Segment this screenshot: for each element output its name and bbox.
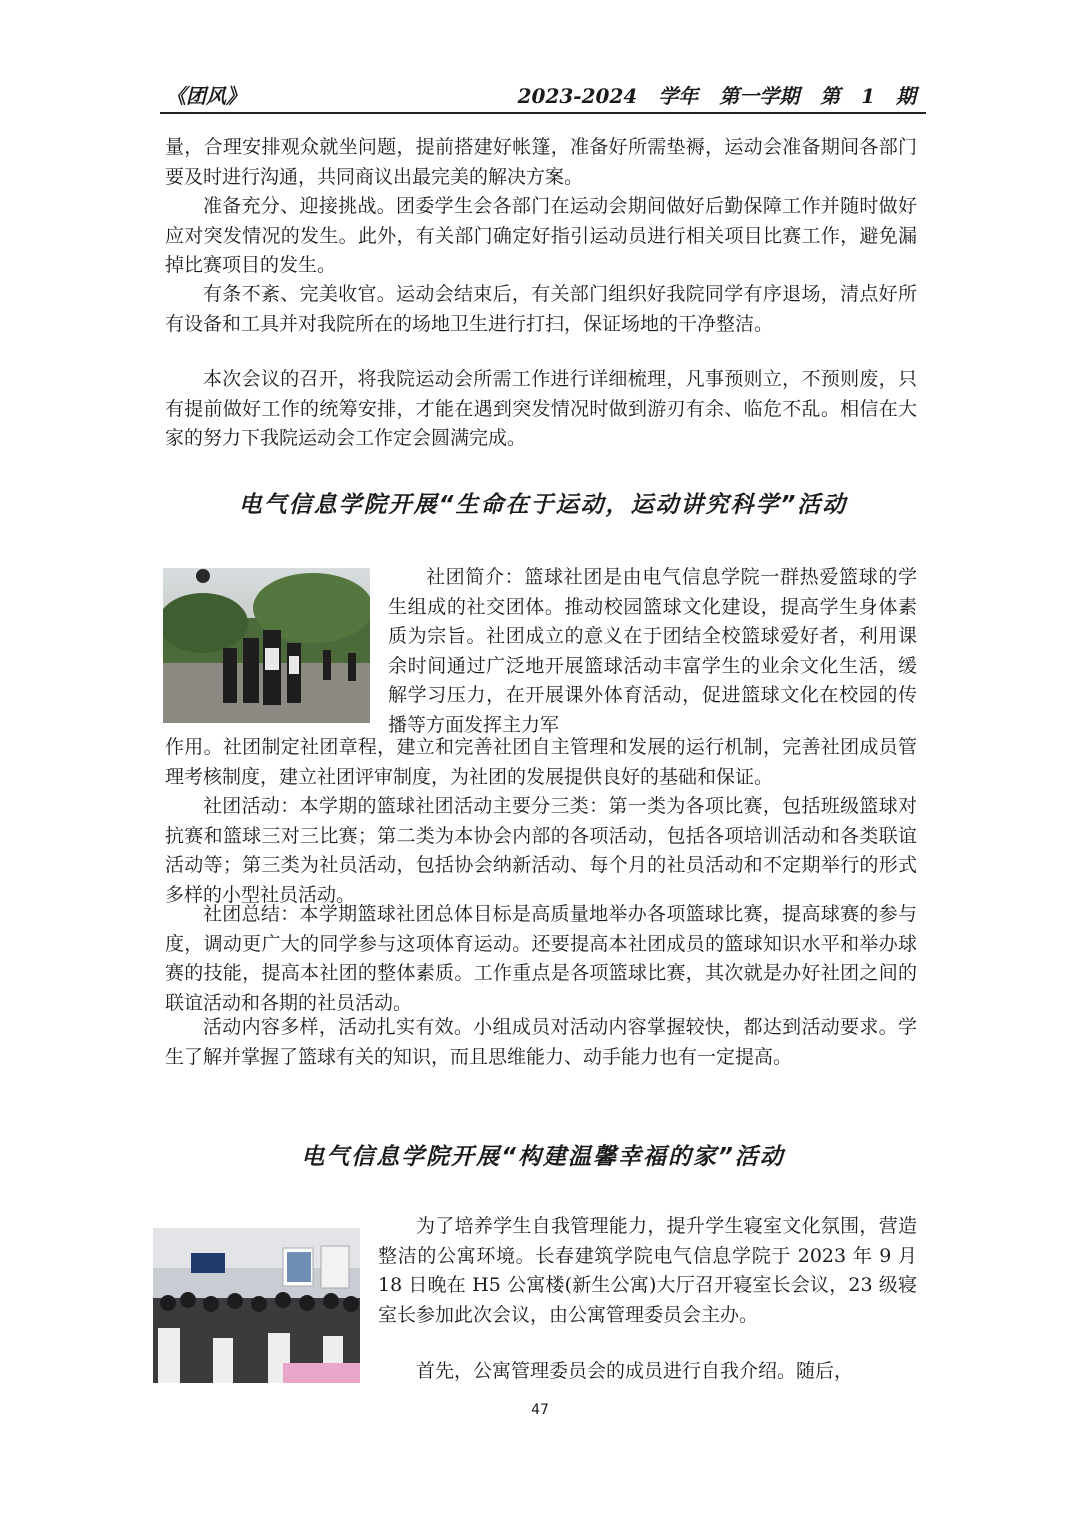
- article-1-paragraph-1-continued: 作用。社团制定社团章程，建立和完善社团自主管理和发展的运行机制，完善社团成员管理考核制度，建立社团评审制度，为社团的发展提供良好的基础和保证。: [165, 736, 917, 788]
- journal-title: 《团风》: [166, 84, 246, 108]
- article-2-paragraph-1: 为了培养学生自我管理能力，提升学生寝室文化氛围，营造整洁的公寓环境。长春建筑学院电气信息学院于 2023 年 9 月 18 日晚在 H5 公寓楼(新生公寓)大厅召开寝室长会议，23 级寝室长参加此次会议，由公寓管理委员会主办。: [378, 1215, 917, 1326]
- basketball-photo: [163, 568, 370, 723]
- basketball-photo-image: [163, 568, 370, 723]
- article-2-title: 电气信息学院开展“构建温馨幸福的家”活动: [301, 1144, 785, 1170]
- article-1-paragraph-4: 活动内容多样，活动扎实有效。小组成员对活动内容掌握较快，都达到活动要求。学生了解并掌握了篮球有关的知识，而且思维能力、动手能力也有一定提高。: [165, 1016, 917, 1068]
- intro-paragraph-1: 量，合理安排观众就坐问题，提前搭建好帐篷，准备好所需垫褥，运动会准备期间各部门要及时进行沟通，共同商议出最完美的解决方案。: [165, 136, 917, 188]
- article-1-paragraph-2: 社团活动：本学期的篮球社团活动主要分三类：第一类为各项比赛，包括班级篮球对抗赛和篮球三对三比赛；第二类为本协会内部的各项活动，包括各项培训活动和各类联谊活动等；第三类为社员活动，包括协会纳新活动、每个月的社员活动和不定期举行的形式多样的小型社员活动。: [165, 795, 917, 906]
- intro-paragraph-3: 有条不紊、完美收官。运动会结束后，有关部门组织好我院同学有序退场，清点好所有设备和工具并对我院所在的场地卫生进行打扫，保证场地的干净整洁。: [165, 283, 917, 335]
- article-1-paragraph-1: 社团简介：篮球社团是由电气信息学院一群热爱篮球的学生组成的社交团体。推动校园篮球文化建设，提高学生身体素质为宗旨。社团成立的意义在于团结全校篮球爱好者，利用课余时间通过广泛地开展篮球活动丰富学生的业余文化生活，缓解学习压力，在开展课外体育活动，促进篮球文化在校园的传播等方面发挥主力军: [388, 566, 917, 736]
- dormitory-meeting-photo-image: [153, 1228, 360, 1383]
- page-header: [160, 78, 926, 114]
- page-number: 47: [531, 1402, 549, 1418]
- issue-info: 2023-2024 学年 第一学期 第 1 期: [517, 84, 916, 108]
- dormitory-meeting-photo: [153, 1228, 360, 1383]
- article-2-paragraph-2: 首先，公寓管理委员会的成员进行自我介绍。随后，: [416, 1360, 854, 1382]
- intro-paragraph-4: 本次会议的召开，将我院运动会所需工作进行详细梳理，凡事预则立，不预则废，只有提前做好工作的统筹安排，才能在遇到突发情况时做到游刃有余、临危不乱。相信在大家的努力下我院运动会工作定会圆满完成。: [165, 368, 917, 449]
- article-1-title: 电气信息学院开展“生命在于运动，运动讲究科学”活动: [238, 492, 848, 518]
- article-1-paragraph-3: 社团总结：本学期篮球社团总体目标是高质量地举办各项篮球比赛，提高球赛的参与度，调动更广大的同学参与这项体育运动。还要提高本社团成员的篮球知识水平和举办球赛的技能，提高本社团的整体素质。工作重点是各项篮球比赛，其次就是办好社团之间的联谊活动和各期的社员活动。: [165, 903, 917, 1014]
- intro-paragraph-2: 准备充分、迎接挑战。团委学生会各部门在运动会期间做好后勤保障工作并随时做好应对突发情况的发生。此外，有关部门确定好指引运动员进行相关项目比赛工作，避免漏掉比赛项目的发生。: [165, 195, 917, 276]
